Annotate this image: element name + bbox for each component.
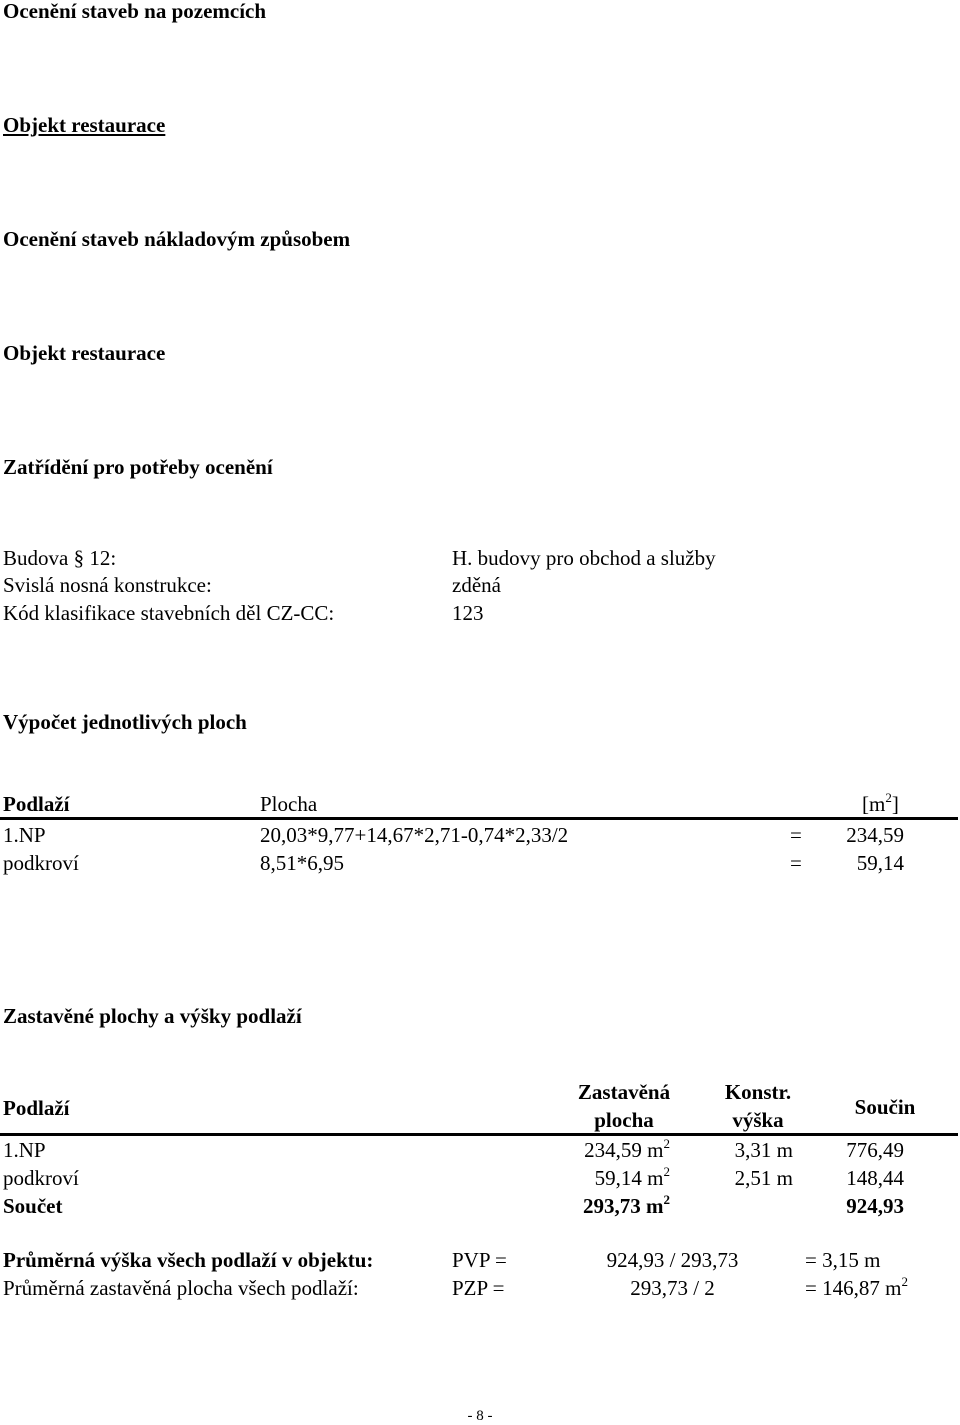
built-total-product: 924,93 — [846, 1194, 904, 1218]
pzp-sup: 2 — [901, 1274, 908, 1289]
built-total-name: Součet — [3, 1194, 63, 1218]
areas-header-podlazi: Podlaží — [3, 792, 70, 816]
document-heading: Ocenění staveb na pozemcích — [3, 0, 267, 23]
built-header-podlazi: Podlaží — [3, 1096, 70, 1120]
pzp-result — [805, 1274, 908, 1300]
areas-row-eq: = — [790, 851, 802, 875]
pzp-result-text: = 146,87 m — [805, 1276, 902, 1300]
areas-row-name: 1.NP — [3, 823, 46, 847]
built-row-area — [540, 1136, 670, 1162]
object-subheading: Objekt restaurace — [3, 341, 166, 365]
svisla-label: Svislá nosná konstrukce: — [3, 573, 212, 597]
pvp-calc: 924,93 / 293,73 — [606, 1248, 739, 1272]
page-number: - 8 - — [467, 1408, 493, 1424]
areas-header-unit — [862, 790, 899, 816]
areas-row-value: 234,59 — [846, 823, 904, 847]
built-header-vyska: výška — [732, 1108, 784, 1132]
areas-row-formula: 20,03*9,77+14,67*2,71-0,74*2,33/2 — [260, 823, 569, 847]
kod-value: 123 — [452, 601, 484, 625]
classification-heading: Zatřídění pro potřeby ocenění — [3, 455, 273, 479]
kod-label: Kód klasifikace stavebních děl CZ-CC: — [3, 601, 335, 625]
budova-value: H. budovy pro obchod a služby — [452, 546, 716, 570]
pzp-calc: 293,73 / 2 — [630, 1276, 715, 1300]
pvp-code: PVP = — [452, 1248, 507, 1272]
built-header-zastavena: Zastavěná — [577, 1080, 671, 1104]
unit-sup: 2 — [885, 790, 892, 805]
built-header-plocha: plocha — [594, 1108, 654, 1132]
pvp-label: Průměrná výška všech podlaží v objektu: — [3, 1248, 374, 1272]
object-heading: Objekt restaurace — [3, 113, 166, 137]
built-total-area-text: 293,73 m — [583, 1194, 664, 1218]
built-row-area-text: 234,59 m — [584, 1138, 664, 1162]
pzp-label: Průměrná zastavěná plocha všech podlaží: — [3, 1276, 359, 1300]
built-row-height: 3,31 m — [734, 1138, 793, 1162]
built-header-soucin: Součin — [854, 1095, 916, 1119]
built-header-konstr: Konstr. — [724, 1080, 792, 1104]
areas-title: Výpočet jednotlivých ploch — [3, 710, 247, 734]
built-row-product: 776,49 — [846, 1138, 904, 1162]
areas-row-name: podkroví — [3, 851, 79, 875]
unit-text: [m — [862, 792, 886, 816]
built-row-product: 148,44 — [846, 1166, 904, 1190]
method-heading: Ocenění staveb nákladovým způsobem — [3, 227, 351, 251]
areas-row-eq: = — [790, 823, 802, 847]
areas-row-formula: 8,51*6,95 — [260, 851, 344, 875]
budova-label: Budova § 12: — [3, 546, 117, 570]
areas-header-plocha: Plocha — [260, 792, 318, 816]
areas-row-value: 59,14 — [856, 851, 904, 875]
built-row-name: podkroví — [3, 1166, 79, 1190]
pvp-result: = 3,15 m — [805, 1248, 881, 1272]
built-header-rule — [0, 1133, 958, 1136]
area-sup: 2 — [663, 1136, 670, 1151]
area-sup: 2 — [663, 1164, 670, 1179]
area-sup: 2 — [663, 1192, 670, 1207]
built-row-area-text: 59,14 m — [594, 1166, 664, 1190]
areas-header-rule — [0, 817, 958, 820]
built-title: Zastavěné plochy a výšky podlaží — [3, 1004, 302, 1028]
built-row-area — [540, 1164, 670, 1190]
built-row-height: 2,51 m — [734, 1166, 793, 1190]
built-row-name: 1.NP — [3, 1138, 46, 1162]
pzp-code: PZP = — [452, 1276, 505, 1300]
built-total-area — [540, 1192, 670, 1218]
unit-close: ] — [891, 792, 899, 816]
svisla-value: zděná — [452, 573, 501, 597]
